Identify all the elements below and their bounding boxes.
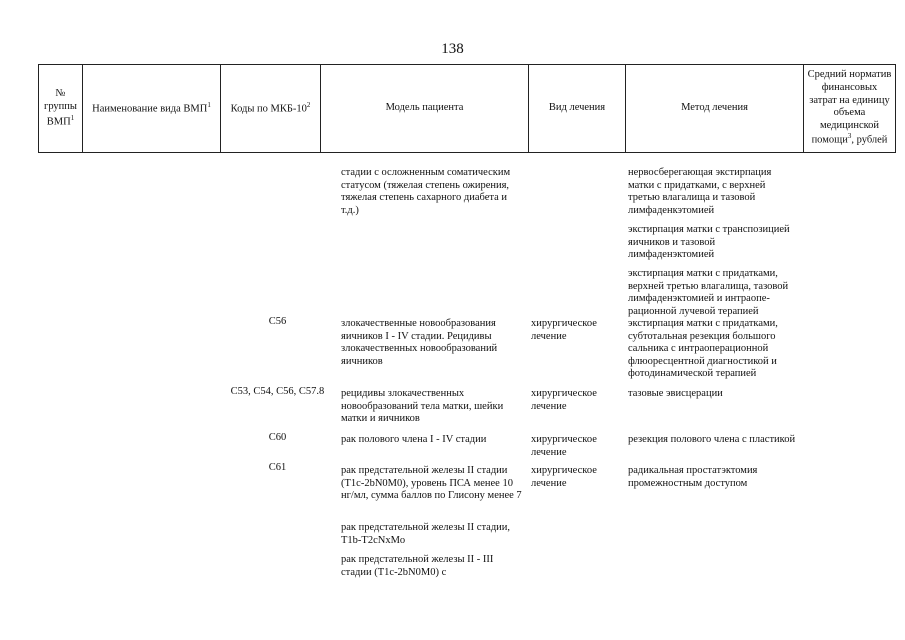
r3-treatment-type: хирургическое лечение [531, 388, 597, 412]
header-group-no: № группы ВМП$^1$ [39, 65, 83, 153]
r2-treatment-type: хирургическое лечение [531, 318, 597, 342]
page-number: 138 [441, 41, 464, 57]
r5-code: C61 [268, 462, 287, 473]
r2-model: злокачественные новообразования яичников I - IV стадии. Рецидивы злокачественных новообразований яичников [341, 318, 498, 367]
r2-method: экстирпация матки с придатками, субтотальная резекция большого сальника с интраоперационной флюоресцентной диагностикой и фотодинамической терапией [628, 318, 778, 379]
header-treatment-type: Вид лечения [529, 65, 626, 153]
r4-code: C60 [268, 432, 287, 443]
r3-method: тазовые эвисцерации [628, 388, 723, 399]
table-header [38, 64, 896, 153]
r2-code: C56 [268, 316, 287, 327]
r3-code: C53, C54, C56, C57.8 [230, 386, 325, 397]
header-vmp-name: Наименование вида ВМП$^1$ [83, 65, 221, 153]
r1-model: стадии с осложненным соматическим статусом (тяжелая степень ожирения, тяжелая степень сахарного диабета и т.д.) [341, 167, 511, 216]
r1-method-3: экстирпация матки с придатками, верхней третью влагалища, тазовой лимфаденэктомией и интраопе-рационной лучевой терапией [628, 268, 789, 317]
r4-model: рак полового члена I - IV стадии [341, 434, 487, 445]
r1-method-1: нервосберегающая экстирпация матки с придатками, с верхней третью влагалища и тазовой лимфаденкэтомией [628, 167, 772, 216]
r5-treatment-type: хирургическое лечение [531, 465, 597, 489]
header-avg-cost: Средний норматив финансовых затрат на единицу объема медицинской помощи$^3$, рублей [804, 65, 896, 153]
r1-method-2: экстирпация матки с транспозицией яичников и тазовой лимфаденэктомией [628, 224, 790, 260]
header-treatment-method: Метод лечения [626, 65, 804, 153]
r3-model: рецидивы злокачественных новообразований тела матки, шейки матки и яичников [341, 388, 504, 424]
header-patient-model: Модель пациента [321, 65, 529, 153]
r5-method: радикальная простатэктомия промежностным доступом [628, 465, 758, 489]
r5-model-3: рак предстательной железы II - III стадии (T1c-2bN0M0) с [341, 554, 494, 578]
r5-model-1: рак предстательной железы II стадии (T1c-2bN0M0), уровень ПСА менее 10 нг/мл, сумма баллов по Глисону менее 7 [341, 465, 522, 501]
r5-model-2: рак предстательной железы II стадии, T1b-T2cNxMo [341, 522, 511, 546]
header-icd-codes: Коды по МКБ-$10^2$ [221, 65, 321, 153]
r4-method: резекция полового члена с пластикой [628, 434, 796, 445]
r4-treatment-type: хирургическое лечение [531, 434, 597, 458]
